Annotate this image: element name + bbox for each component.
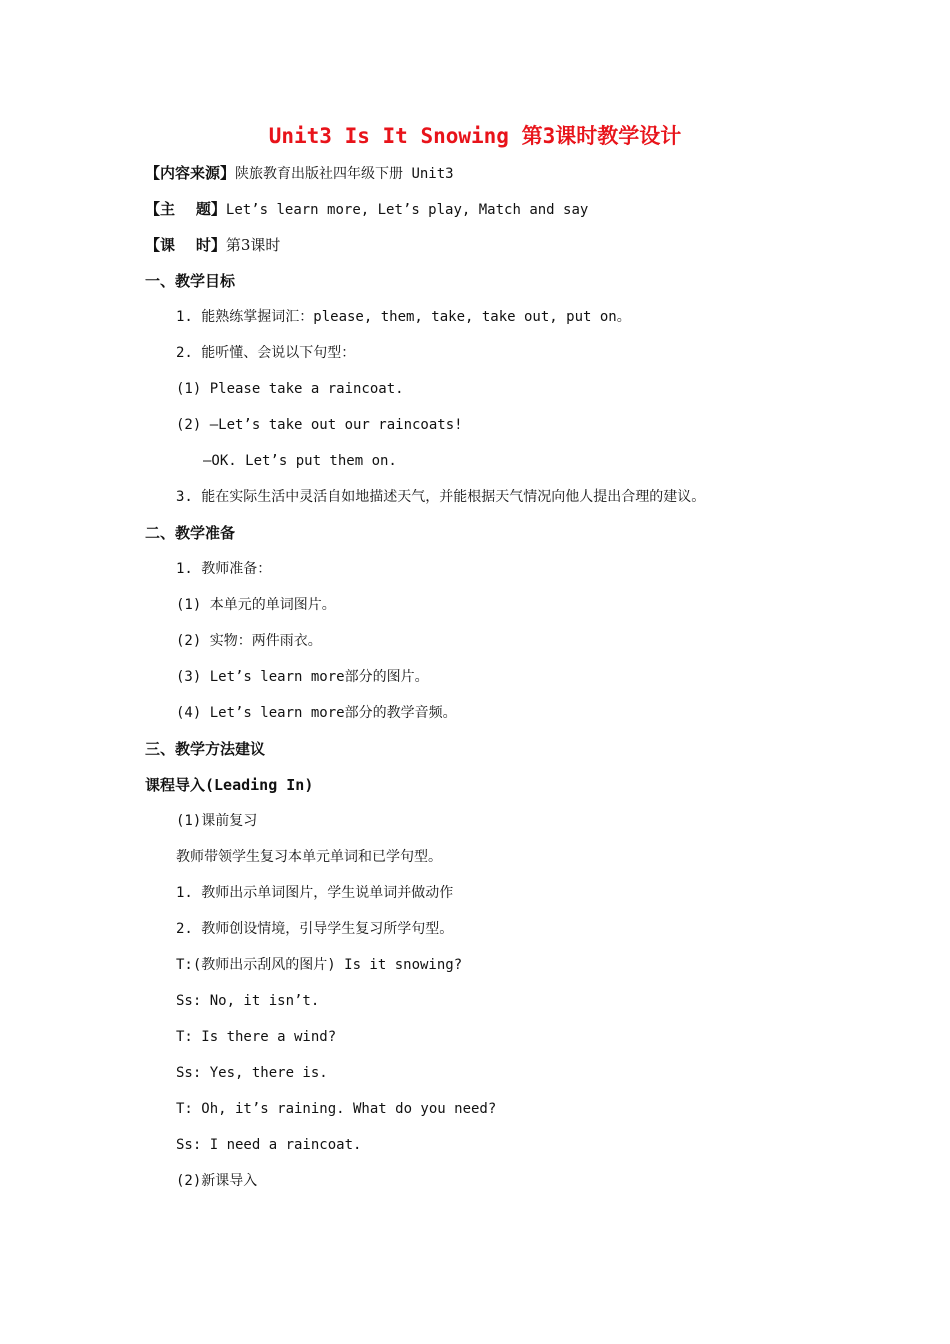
document-title: Unit3 Is It Snowing 第3课时教学设计: [268, 124, 682, 148]
method-item: T: Is there a wind?: [176, 1029, 337, 1045]
goal-item: 3. 能在实际生活中灵活自如地描述天气，并能根据天气情况向他人提出合理的建议。: [176, 489, 706, 505]
method-item: Ss: I need a raincoat.: [176, 1137, 362, 1153]
meta-topic-label: 【主 题】: [145, 200, 226, 218]
section-heading-prep: 二、教学准备: [145, 524, 236, 542]
method-item: T:(教师出示刮风的图片) Is it snowing?: [176, 957, 463, 973]
goal-item: (2) —Let’s take out our raincoats!: [176, 417, 463, 433]
meta-source: [145, 163, 454, 184]
goal-item: (1) Please take a raincoat.: [176, 381, 404, 397]
prep-item: (4) Let’s learn more部分的教学音频。: [176, 705, 457, 721]
method-item: 1. 教师出示单词图片，学生说单词并做动作: [176, 885, 454, 901]
section-heading-methods: 三、教学方法建议: [145, 740, 266, 758]
prep-item: (3) Let’s learn more部分的图片。: [176, 669, 429, 685]
goal-item: 1. 能熟练掌握词汇：please, them, take, take out, put on。: [176, 309, 631, 325]
method-item: 2. 教师创设情境，引导学生复习所学句型。: [176, 921, 454, 937]
meta-period-value: 第3课时: [225, 236, 281, 254]
section-heading-goals: 一、教学目标: [145, 272, 236, 290]
goal-item: —OK. Let’s put them on.: [203, 453, 397, 469]
method-item: 教师带领学生复习本单元单词和已学句型。: [176, 849, 442, 865]
method-item: T: Oh, it’s raining. What do you need?: [176, 1101, 497, 1117]
method-item: (1)课前复习: [176, 813, 258, 829]
method-item: Ss: No, it isn’t.: [176, 993, 320, 1009]
meta-source-value: 陕旅教育出版社四年级下册 Unit3: [235, 166, 454, 182]
meta-period: [145, 235, 280, 255]
method-item: Ss: Yes, there is.: [176, 1065, 328, 1081]
meta-topic: [145, 199, 588, 220]
meta-topic-value: Let’s learn more, Let’s play, Match and say: [225, 202, 589, 218]
prep-item: 1. 教师准备：: [176, 561, 272, 577]
method-item: (2)新课导入: [176, 1173, 258, 1189]
meta-period-label: 【课 时】: [145, 236, 226, 254]
goal-item: 2. 能听懂、会说以下句型：: [176, 345, 356, 361]
subheading-leading-in: 课程导入(Leading In): [145, 776, 314, 794]
prep-item: (2) 实物：两件雨衣。: [176, 633, 322, 649]
meta-source-label: 【内容来源】: [145, 164, 236, 182]
prep-item: (1) 本单元的单词图片。: [176, 597, 336, 613]
